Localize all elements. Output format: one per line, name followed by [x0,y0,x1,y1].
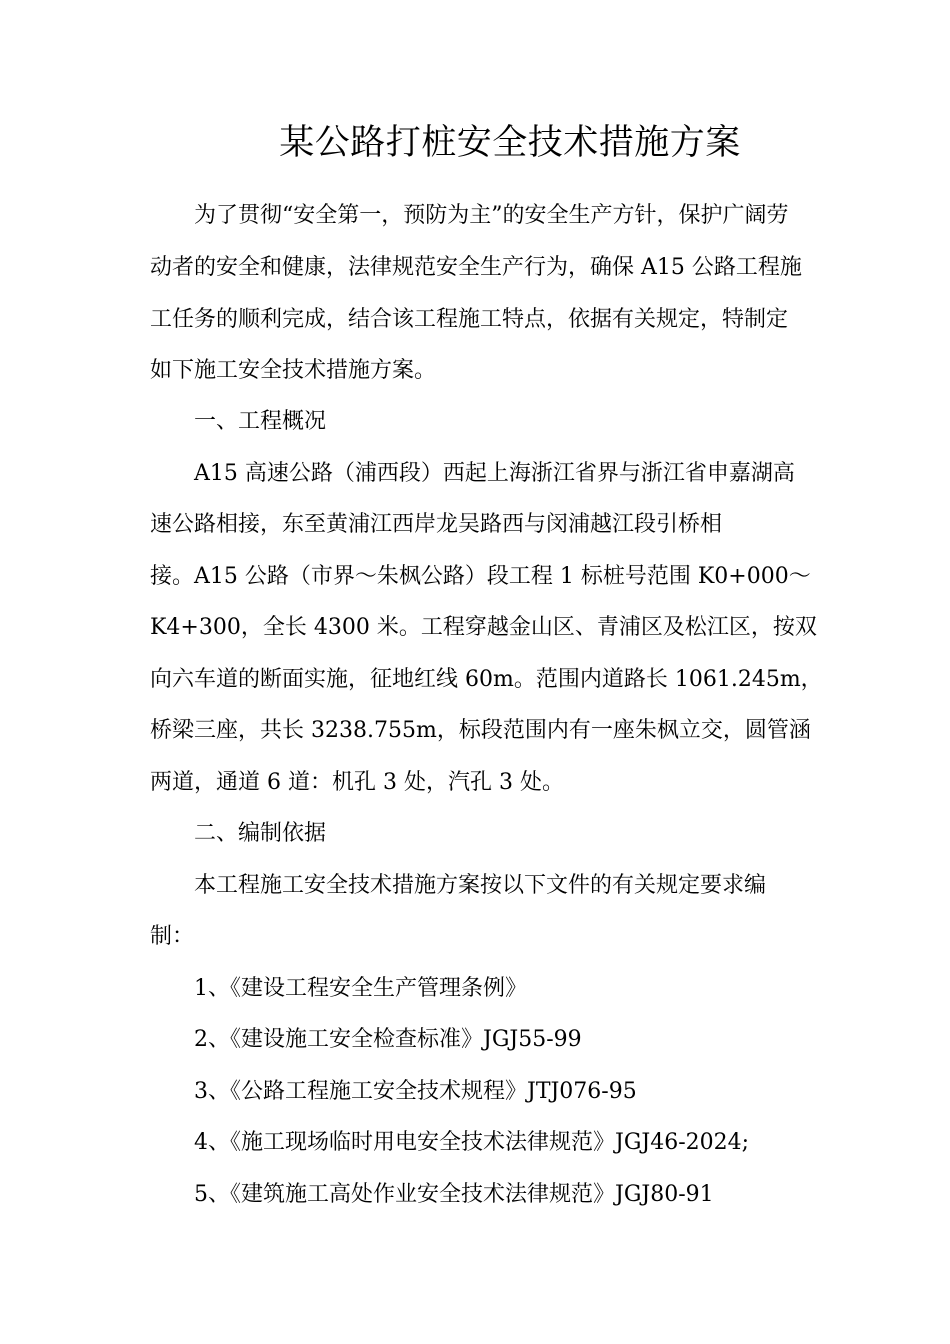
paragraph-line-9: 向六车道的断面实施，征地红线 60m。范围内道路长 1061.245m， [150,667,823,692]
paragraph-line-2: 动者的安全和健康，法律规范安全生产行为，确保 A15 公路工程施 [150,255,802,280]
document-title: 某公路打桩安全技术措施方案 [279,123,741,163]
list-item-4: 4、《施工现场临时用电安全技术法律规范》JGJ46-2024; [194,1130,750,1155]
paragraph-line-11: 两道，通道 6 道：机孔 3 处，汽孔 3 处。 [150,770,564,795]
section-heading-overview: 一、工程概况 [194,409,327,434]
paragraph-line-6: 速公路相接，东至黄浦江西岸龙吴路西与闵浦越江段引桥相 [150,512,723,537]
list-item-1: 1、《建设工程安全生产管理条例》 [194,976,527,1001]
paragraph-line-13: 制： [150,924,195,949]
paragraph-line-3: 工任务的顺利完成，结合该工程施工特点，依据有关规定，特制定 [150,307,789,332]
paragraph-line-7: 接。A15 公路（市界～朱枫公路）段工程 1 标桩号范围 K0+000～ [150,564,811,589]
paragraph-line-10: 桥梁三座，共长 3238.755m，标段范围内有一座朱枫立交，圆管涵 [150,718,811,743]
paragraph-line-4: 如下施工安全技术措施方案。 [150,358,437,383]
list-item-5: 5、《建筑施工高处作业安全技术法律规范》JGJ80-91 [194,1182,714,1207]
paragraph-line-12: 本工程施工安全技术措施方案按以下文件的有关规定要求编 [194,873,767,898]
paragraph-line-1: 为了贯彻“安全第一，预防为主”的安全生产方针，保护广阔劳 [194,203,789,228]
paragraph-line-5: A15 高速公路（浦西段）西起上海浙江省界与浙江省申嘉湖高 [194,461,795,486]
paragraph-line-8: K4+300，全长 4300 米。工程穿越金山区、青浦区及松江区，按双 [150,615,817,640]
list-item-3: 3、《公路工程施工安全技术规程》JTJ076-95 [194,1079,637,1104]
section-heading-basis: 二、编制依据 [194,821,327,846]
list-item-2: 2、《建设施工安全检查标准》JGJ55-99 [194,1027,582,1052]
